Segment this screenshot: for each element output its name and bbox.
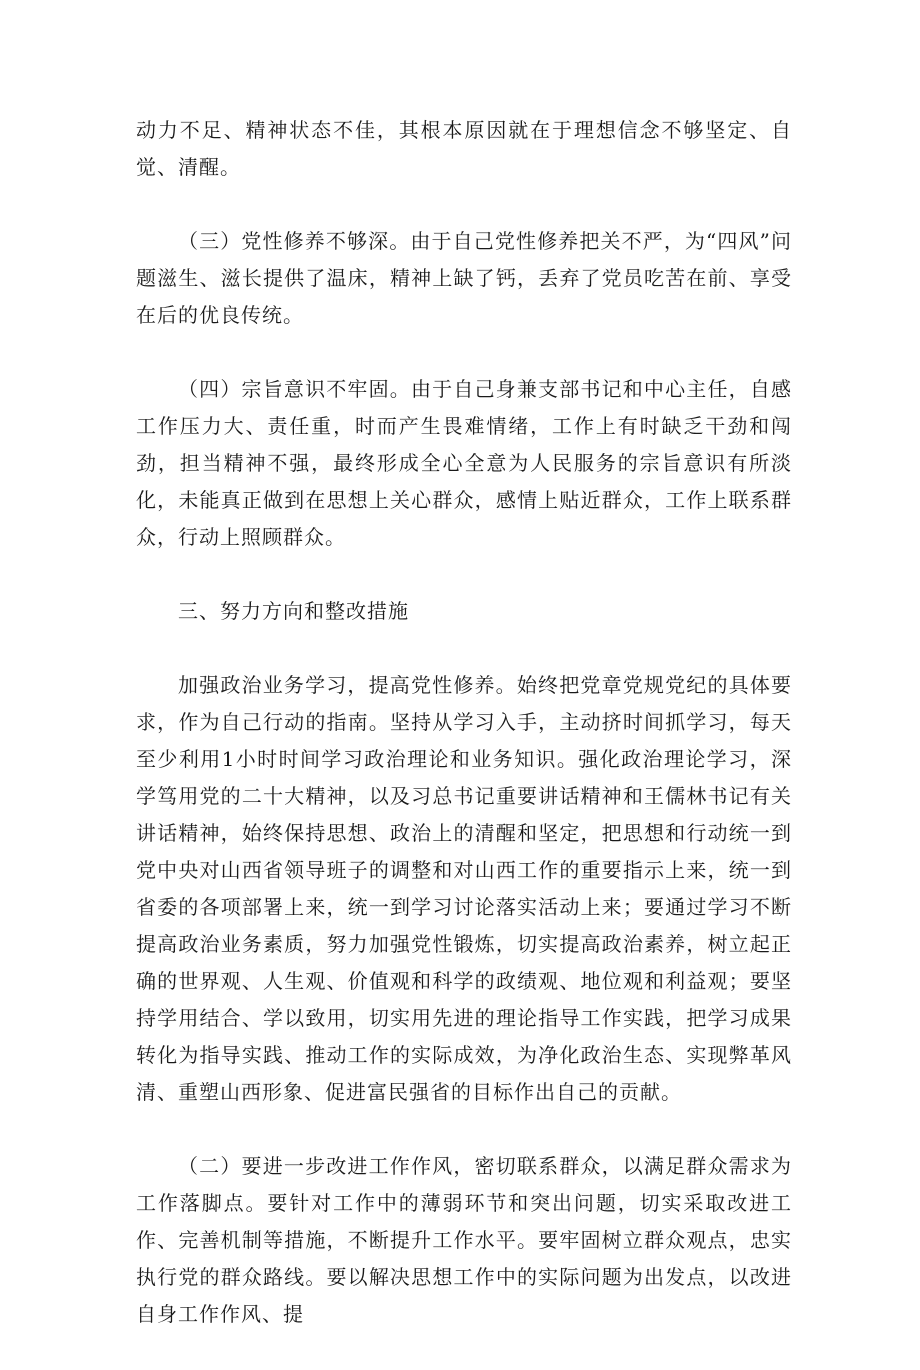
paragraph-work-style: （二）要进一步改进工作作风，密切联系群众，以满足群众需求为工作落脚点。要针对工作中的薄弱环节和突出问题，切实采取改进工作、完善机制等措施，不断提升工作水平。要牢固树立群众观点，忠实执行党的群众路线。要以解决思想工作中的实际问题为出发点，以改进自身工作作风、提 bbox=[136, 1154, 792, 1326]
document-body bbox=[136, 112, 792, 1370]
paragraph-purpose-awareness: （四）宗旨意识不牢固。由于自己身兼支部书记和中心主任，自感工作压力大、责任重，时而产生畏难情绪，工作上有时缺乏干劲和闯劲，担当精神不强，最终形成全心全意为人民服务的宗旨意识有所淡化，未能真正做到在思想上关心群众，感情上贴近群众，工作上联系群众，行动上照顾群众。 bbox=[136, 377, 792, 549]
paragraph-party-cultivation: （三）党性修养不够深。由于自己党性修养把关不严，为“四风”问题滋生、滋长提供了温床，精神上缺了钙，丢弃了党员吃苦在前、享受在后的优良传统。 bbox=[136, 229, 792, 327]
paragraph-continuation: 动力不足、精神状态不佳，其根本原因就在于理想信念不够坚定、自觉、清醒。 bbox=[136, 118, 792, 179]
section-heading-rectification: 三、努力方向和整改措施 bbox=[178, 599, 409, 623]
paragraph-political-study: 加强政治业务学习，提高党性修养。始终把党章党规党纪的具体要求，作为自己行动的指南。坚持从学习入手，主动挤时间抓学习，每天至少利用1小时时间学习政治理论和业务知识。强化政治理论学习，深学笃用党的二十大精神，以及习总书记重要讲话精神和王儒林书记有关讲话精神，始终保持思想、政治上的清醒和坚定，把思想和行动统一到党中央对山西省领导班子的调整和对山西工作的重要指示上来，统一到省委的各项部署上来，统一到学习讨论落实活动上来；要通过学习不断提高政治业务素质，努力加强党性锻炼，切实提高政治素养，树立起正确的世界观、人生观、价值观和科学的政绩观、地位观和利益观；要坚持学用结合、学以致用，切实用先进的理论指导工作实践，把学习成果转化为指导实践、推动工作的实际成效，为净化政治生态、实现弊革风清、重塑山西形象、促进富民强省的目标作出自己的贡献。 bbox=[136, 673, 792, 1104]
